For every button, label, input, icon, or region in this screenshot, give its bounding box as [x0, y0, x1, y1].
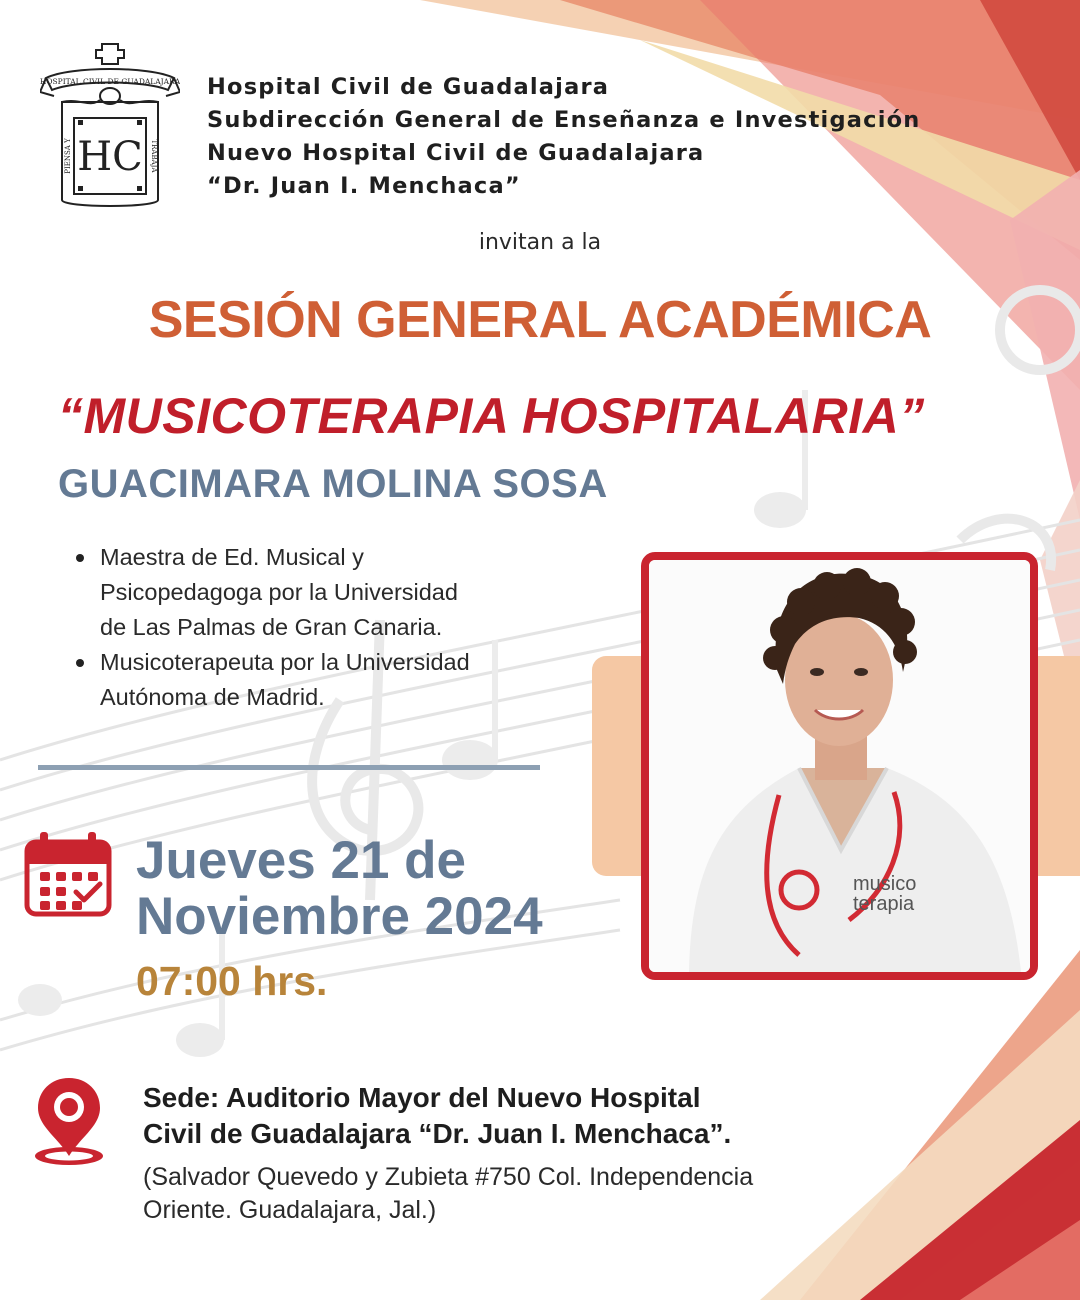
event-date-month-year: Noviembre 2024 — [136, 887, 543, 946]
location-pin-icon — [32, 1076, 106, 1168]
event-date-day: Jueves 21 de — [136, 831, 467, 890]
bio-line: Musicoterapeuta por la Universidad — [100, 649, 470, 675]
bio-line: de Las Palmas de Gran Canaria. — [100, 614, 443, 640]
venue-address-line1: (Salvador Quevedo y Zubieta #750 Col. Independencia — [143, 1163, 754, 1191]
header-hospital: Nuevo Hospital Civil de Guadalajara — [207, 140, 705, 166]
logo-banner-text: HOSPITAL CIVIL DE GUADALAJARA — [40, 77, 180, 86]
event-time: 07:00 hrs. — [136, 958, 328, 1004]
bio-line: Autónoma de Madrid. — [100, 684, 325, 710]
bio-line: Maestra de Ed. Musical y — [100, 544, 364, 570]
logo-motto-left: PIENSA Y — [64, 138, 72, 174]
speaker-photo — [641, 552, 1038, 980]
bio-line: Psicopedagoga por la Universidad — [100, 579, 458, 605]
invitation-text: invitan a la — [478, 230, 602, 255]
session-title: SESIÓN GENERAL ACADÉMICA — [148, 291, 932, 349]
logo-motto-right: TRABAJA — [150, 139, 158, 173]
venue-name-line2: Civil de Guadalajara “Dr. Juan I. Menchaca”. — [143, 1118, 732, 1149]
talk-title: “MUSICOTERAPIA HOSPITALARIA” — [58, 388, 925, 444]
bullet-icon — [76, 554, 84, 562]
header-hospital-name: “Dr. Juan I. Menchaca” — [207, 173, 521, 199]
bullet-icon — [76, 659, 84, 667]
speaker-bio-list — [72, 540, 552, 715]
shirt-text-terapia: terapia — [853, 893, 915, 915]
shirt-text-musico: musico — [853, 873, 917, 895]
header-institution: Hospital Civil de Guadalajara — [207, 74, 610, 100]
section-divider — [38, 765, 540, 770]
header-subdirection: Subdirección General de Enseñanza e Investigación — [207, 107, 921, 133]
speaker-photo-illustration — [649, 560, 1030, 972]
calendar-check-icon — [24, 830, 112, 918]
venue-name-line1: Sede: Auditorio Mayor del Nuevo Hospital — [143, 1082, 701, 1113]
hospital-civil-crest-icon — [40, 40, 180, 220]
speaker-name: GUACIMARA MOLINA SOSA — [58, 462, 608, 506]
logo-monogram: HC — [77, 134, 143, 180]
venue-address-line2: Oriente. Guadalajara, Jal.) — [143, 1196, 437, 1224]
bio-item — [72, 645, 552, 715]
bio-item — [72, 540, 552, 645]
